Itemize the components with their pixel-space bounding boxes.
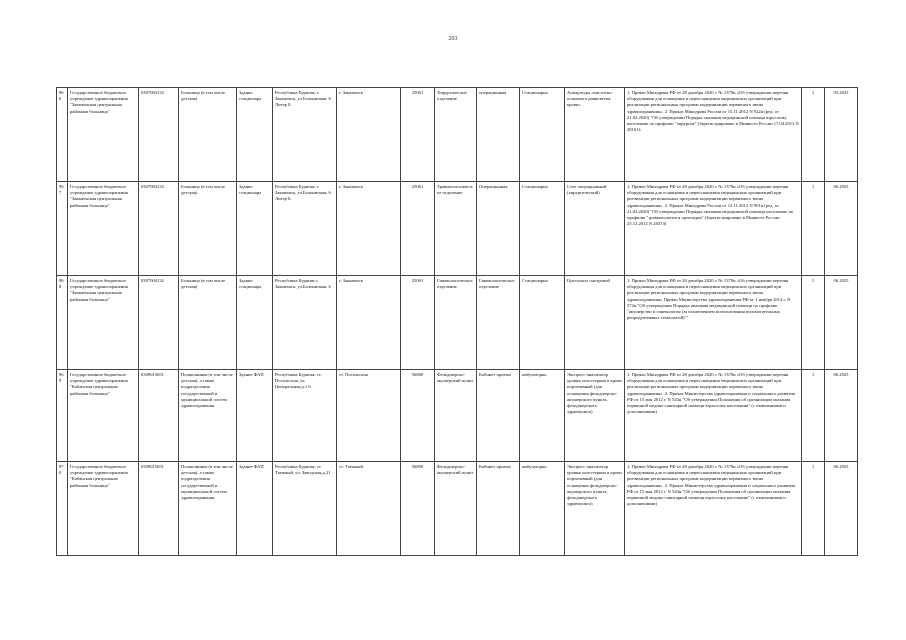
table-row (57, 182, 858, 276)
inn-cell: 0309015651 (139, 462, 179, 556)
department-cell: Травматологическое отделение (435, 182, 477, 276)
equipment-cell: Цистоскоп смотровой (565, 276, 625, 370)
legal-basis-cell: 1. Приказ Минздрава РФ от 28 декабря 2020 г. № 1379н «Об утверждении перечня оборудования для оснащения и переоснащения медицинских организаций при реализации региональных программ модернизации первичного звена здравоохранения». 2. Приказ Министерства здравоохранения и социального развития РФ от 15 мая 2012 г. N 543н "Об утверждении Положения об организации оказания первичной медико-санитарной помощи взрослому населению" (с изменениями и дополнениями) (625, 462, 802, 556)
building-cell: Здание стационара (237, 182, 273, 276)
care-form-cell: амбулаторно (520, 370, 565, 462)
department-cell: Гинекологическое отделение (435, 276, 477, 370)
building-cell: Здание ФАП (237, 370, 273, 462)
building-cell: Здание стационара (237, 88, 273, 182)
table-row (57, 276, 858, 370)
equipment-cell: Экспресс-анализатор уровня холестерина в крови портативный (для оснащения фельдшерско-акушерского пункта, фельдшерского здравпункта) (565, 370, 625, 462)
locality-cell: г. Закаменск (337, 182, 401, 276)
date-cell: 03.2025 (825, 88, 858, 182)
subdepartment-cell: операционная (477, 88, 520, 182)
inn-cell: 0307004132 (139, 182, 179, 276)
building-cell: Здание стационара (237, 276, 273, 370)
legal-basis-cell: 1. Приказ Минздрава РФ от 28 декабря 2020 г. № 1379н «Об утверждении перечня оборудования для оснащения и переоснащения медицинских организаций при реализации региональных программ модернизации первичного звена здравоохранения». 2. Приказ Минздрава России от 15.11.2012 N 922н (ред. от 21.02.2020) "Об утверждении Порядка оказания медицинской помощи взрослому населению по профилю "хирургия" (Зарегистрировано в Минюсте России 17.04.2013 N 28161); (625, 88, 802, 182)
locality-cell: г. Закаменск (337, 276, 401, 370)
quantity-cell: 1 (802, 370, 825, 462)
row-number: 966 (57, 88, 68, 182)
locality-cell: г. Закаменск (337, 88, 401, 182)
care-form-cell: амбулаторно (520, 462, 565, 556)
quantity-cell: 1 (802, 88, 825, 182)
legal-basis-cell: 1. Приказ Минздрава РФ от 28 декабря 2020 г. № 1379н «Об утверждении перечня оборудования для оснащения и переоснащения медицинских организаций при реализации региональных программ модернизации первичного звена здравоохранения». 2. Приказ Министерства здравоохранения и социального развития РФ от 15 мая 2012 г. N 543н "Об утверждении Положения об организации оказания первичной медико-санитарной помощи взрослому населению" (с изменениями и дополнениями) (625, 370, 802, 462)
code-cell: 56800 (401, 370, 435, 462)
facility-type-cell: Больница (в том числе детская) (179, 182, 237, 276)
address-cell: Республика Бурятия, г. Закаменск, ул.Больничная, 6 Литер Б (273, 182, 337, 276)
care-form-cell: Стационарно (520, 276, 565, 370)
department-cell: Хирургическое отделение (435, 88, 477, 182)
address-cell: Республика Бурятия, ст. Таежный, ул. Заводская,д.21 (273, 462, 337, 556)
quantity-cell: 1 (802, 462, 825, 556)
legal-basis-cell: 1. Приказ Минздрава РФ от 28 декабря 2020 г. № 1379н «Об утверждении перечня оборудования для оснащения и переоснащения медицинских организаций при реализации региональных программ модернизации первичного звена здравоохранения». 2. Приказ Минздрава России от 12.11.2012 N 901н (ред. от 21.02.2020) "Об утверждении Порядка оказания медицинской помощи населению по профилю "травматология и ортопедия" (Зарегистрировано в Минюсте России 25.12.2012 N 26374) (625, 182, 802, 276)
row-number: 967 (57, 182, 68, 276)
date-cell: 06.2025 (825, 182, 858, 276)
inn-cell: 0309015651 (139, 370, 179, 462)
facility-type-cell: Поликлиника (в том числе детская), а также подразделения государственной и муниципальной систем здравоохранения. (179, 370, 237, 462)
date-cell: 06.2025 (825, 370, 858, 462)
building-cell: Здание ФАП (237, 462, 273, 556)
department-cell: Фельдшерско-акушерский пункт (435, 462, 477, 556)
page-number: 203 (448, 36, 458, 42)
equipment-table (56, 87, 858, 556)
subdepartment-cell: Гинекологическое отделение (477, 276, 520, 370)
address-cell: Республика Бурятия, г. Закаменск, ул.Больничная, 6 Литер Б (273, 88, 337, 182)
address-cell: Республика Бурятия г. Закаменск, ул.Больничная, 6 (273, 276, 337, 370)
inn-cell: 0307004132 (139, 88, 179, 182)
row-number: 969 (57, 370, 68, 462)
date-cell: 06.2025 (825, 276, 858, 370)
organization-cell: Государственное бюджетное учреждение здравоохранения "Кабанская центральная районная больница" (68, 370, 139, 462)
table-row (57, 462, 858, 556)
facility-type-cell: Больница (в том числе детская) (179, 276, 237, 370)
table-row (57, 88, 858, 182)
locality-cell: ст. Посольская (337, 370, 401, 462)
code-cell: 25061 (401, 88, 435, 182)
code-cell: 25061 (401, 182, 435, 276)
code-cell: 56800 (401, 462, 435, 556)
subdepartment-cell: Операционная (477, 182, 520, 276)
quantity-cell: 1 (802, 182, 825, 276)
care-form-cell: Стационарно (520, 182, 565, 276)
facility-type-cell: Поликлиника (в том числе детская), а также подразделения государственной и муниципальной систем здравоохранения. (179, 462, 237, 556)
date-cell: 06.2025 (825, 462, 858, 556)
inn-cell: 0307004132 (139, 276, 179, 370)
code-cell: 25061 (401, 276, 435, 370)
organization-cell: Государственное бюджетное учреждение здравоохранения "Закаменская центральная районная больница" (68, 182, 139, 276)
subdepartment-cell: Кабинет приема (477, 370, 520, 462)
locality-cell: ст. Таежный (337, 462, 401, 556)
table-row (57, 370, 858, 462)
care-form-cell: Стационарно (520, 88, 565, 182)
legal-basis-cell: 1. Приказ Минздрава РФ от 28 декабря 2020 г. № 1379н «Об утверждении перечня оборудования для оснащения и переоснащения медицинских организаций при реализации региональных программ модернизации первичного звена здравоохранения» Приказ Министерства здравоохранения РФ от 1 ноября 2012 г. N 572н "Об утверждении Порядка оказания медицинской помощи по профилю "акушерство и гинекология (за исключением использования вспомогательных репродуктивных технологий)"" (625, 276, 802, 370)
organization-cell: Государственное бюджетное учреждение здравоохранения "Кабанская центральная районная больница" (68, 462, 139, 556)
row-number: 970 (57, 462, 68, 556)
subdepartment-cell: Кабинет приема (477, 462, 520, 556)
address-cell: Республика Бурятия, ст. Посольская, ул. Центральная,д.1 6 (273, 370, 337, 462)
organization-cell: Государственное бюджетное учреждение здравоохранения "Закаменская центральная районная больница" (68, 276, 139, 370)
equipment-cell: Аппаратура «кислотно-основного равновесия крови» (565, 88, 625, 182)
row-number: 968 (57, 276, 68, 370)
organization-cell: Государственное бюджетное учреждение здравоохранения "Закаменская центральная районная больница" (68, 88, 139, 182)
equipment-cell: Стол операционный (хирургический) (565, 182, 625, 276)
equipment-cell: Экспресс-анализатор уровня холестерина в крови портативный (для оснащения фельдшерско-акушерского пункта, фельдшерского здравпункта) (565, 462, 625, 556)
facility-type-cell: Больница (в том числе детская) (179, 88, 237, 182)
quantity-cell: 1 (802, 276, 825, 370)
department-cell: Фельдшерско-акушерский пункт (435, 370, 477, 462)
